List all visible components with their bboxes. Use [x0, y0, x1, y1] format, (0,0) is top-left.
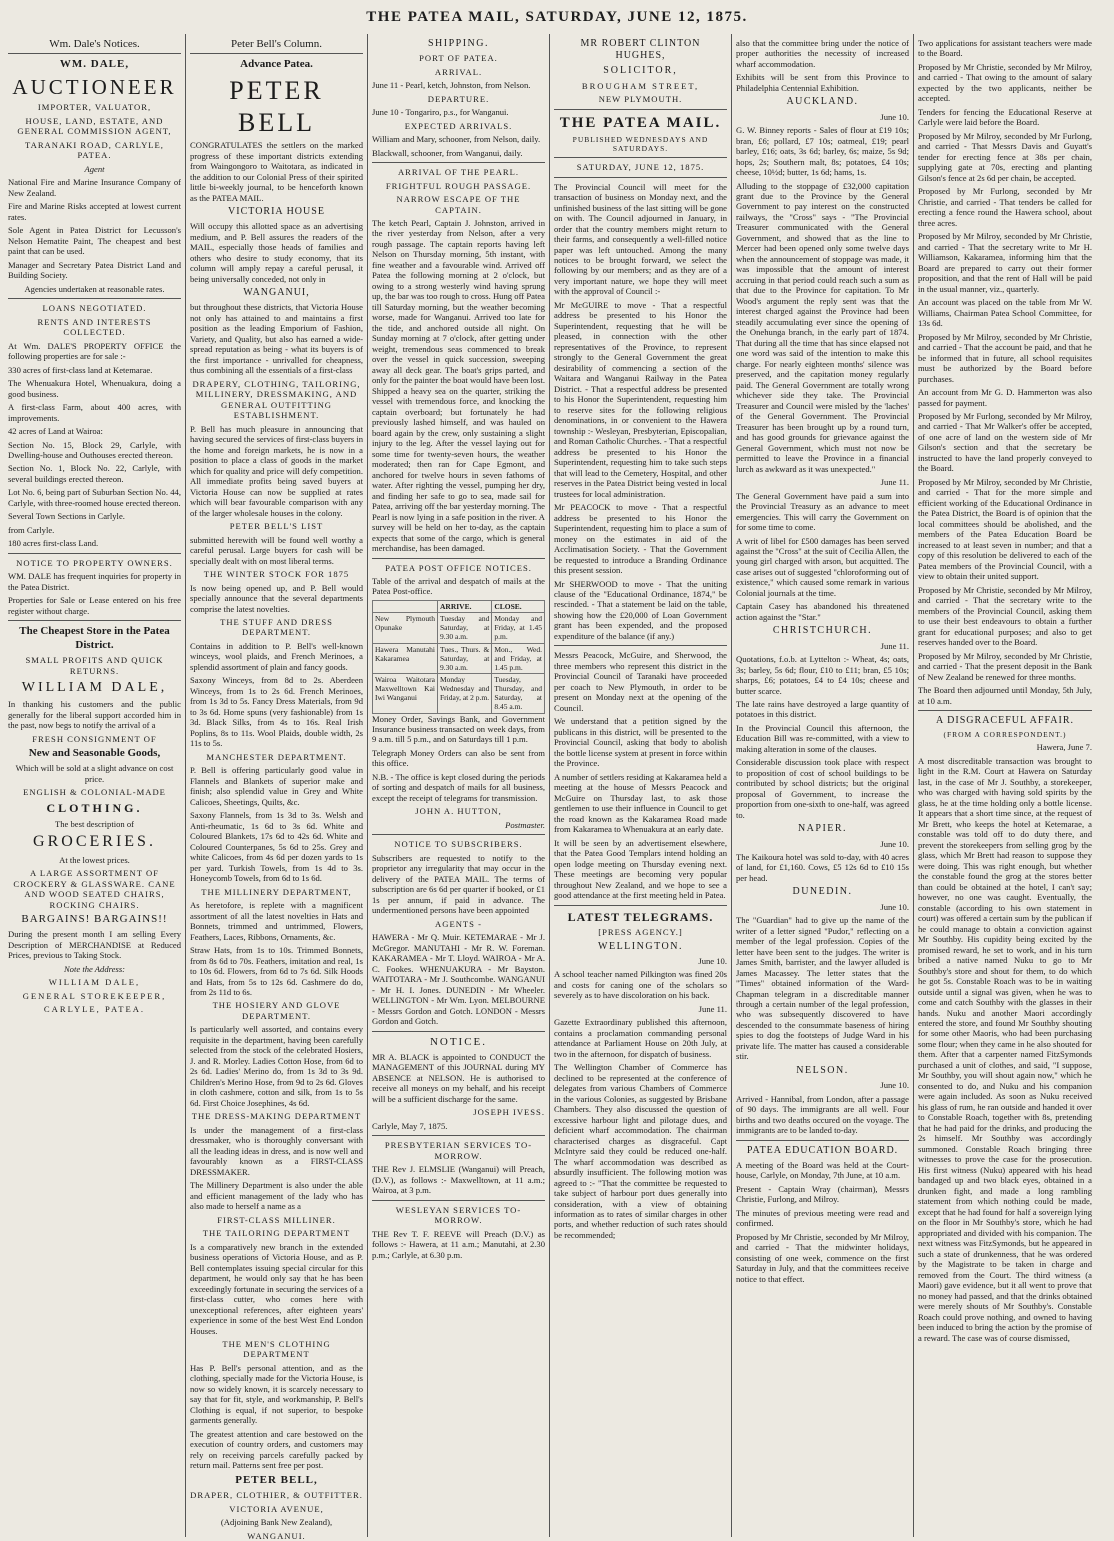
column-peter-bell	[186, 34, 368, 1541]
ad-paragraph: from Carlyle.	[8, 524, 55, 535]
ad-paragraph: National Fire and Marine Insurance Company of New Zealand.	[8, 177, 181, 198]
ad-heading: LOANS NEGOTIATED.	[42, 303, 147, 314]
dateline-date: June 11.	[880, 477, 909, 488]
news-paragraph: Proposed by Mr Milroy, seconded by Mr Christie, and carried - That the account be paid, and that he be informed that in future, all school requisites must be authorized by the Board before purchases.	[918, 331, 1092, 384]
ad-paragraph: The greatest attention and care bestowed on the execution of country orders, and customers may rely on receiving parcels carefully packed by return mail. Patterns sent free per post.	[190, 1428, 363, 1471]
ad-paragraph: 42 acres of Land at Wairoa:	[8, 426, 103, 437]
news-paragraph: Quotations, f.o.b. at Lyttelton :- Wheat, 4s; oats, 3s; barley, 5s 6d; flour, £10 to £11; bran, £5 10s; sharps, £6; potatoes, £4 to £4 10s; cheese and butter scarce.	[736, 654, 909, 696]
ad-signature: PETER BELL,	[235, 1473, 318, 1486]
dateline-date: June 11.	[698, 1003, 727, 1014]
ad-heading: GROCERIES.	[33, 833, 156, 851]
news-paragraph: Money Order, Savings Bank, and Government Insurance business transacted on week days, from 9 a.m. till 5 p.m., and on Saturdays till 1 p.m.	[372, 713, 545, 745]
ad-paragraph: Is under the management of a first-class dressmaker, who is thoroughly conversant with all the leading ideas in dress, and is now well and favourably known as a FIRST-CLASS DRESSMAKER.	[190, 1124, 363, 1177]
ad-paragraph: A first-class Farm, about 400 acres, with improvements.	[8, 402, 181, 423]
divider	[554, 177, 727, 178]
ad-paragraph: CONGRATULATES the settlers on the marked progress of these important districts extending from Waingongoro to Waitotara, as indicated in the addition to our Colonial Press of their spirited little bi-weekly journal, to be henceforth known as the PATEA MAIL.	[190, 140, 363, 203]
dateline-place: CHRISTCHURCH.	[772, 625, 873, 637]
table-row	[373, 643, 545, 673]
news-paragraph: The Provincial Council will meet for the transaction of business on Monday next, and the unfinished business of the last sitting will be gone on with. The Council adjourned in January, in order that the country members might return to their farms, and consequently a well-filled notice paper was left untouched. Among the many notices to be brought forward, we select the following by our members; and as they are of a very important nature, we hope they will meet with the approval of Council :-	[554, 181, 727, 297]
dateline-date: Hawera, June 7.	[1036, 742, 1092, 753]
column-telegrams	[732, 34, 914, 1537]
ad-paragraph: Has P. Bell's personal attention, and as the clothing, specially made for the Victoria House, is now so widely known, it is scarcely necessary to say that for fit, style, and workmanship, P. Bell's Clothing is equal, if not superior, to bespoke garments generally.	[190, 1362, 363, 1426]
notice-date: Carlyle, May 7, 1875.	[372, 1120, 448, 1131]
divider	[372, 1031, 545, 1032]
ad-signature: (Adjoining Bank New Zealand),	[220, 1517, 333, 1528]
ad-name: WILLIAM DALE,	[21, 680, 168, 696]
ad-heading: NOTICE TO PROPERTY OWNERS.	[16, 557, 173, 568]
news-paragraph: Telegraph Money Orders can also be sent from this office.	[372, 747, 545, 769]
table-header: CLOSE.	[492, 600, 545, 612]
news-paragraph: Subscribers are requested to notify to the proprietor any irregularity that may occur in the delivery of the PATEA MAIL. The terms of subscription are 6s 6d per quarter if booked, or £1 1s per annum, if paid in advance. The undermentioned persons have been appointed	[372, 852, 545, 916]
newspaper-columns	[4, 34, 1110, 1541]
news-paragraph: The Board then adjourned until Monday, 5th July, at 10 a.m.	[918, 685, 1092, 706]
section-subheading: [PRESS AGENCY.]	[598, 927, 683, 938]
ad-paragraph: Several Town Sections in Carlyle.	[8, 511, 125, 522]
news-paragraph: G. W. Binney reports - Sales of flour at £19 10s; bran, £6; pollard, £7 10s; oatmeal, £19; pearl barley, £16; oats, 3s 6d; barley, 6s; maize, 5s 9d; hops, 2s; Southern malt, 8s; potatoes, £4 10s; cheese, 10½d; butter, 1s 6d; hams, 1s.	[736, 125, 909, 178]
divider	[554, 157, 727, 158]
dateline-place: DUNEDIN.	[792, 886, 853, 898]
news-paragraph: Mr PEACOCK to move - That a respectful address be presented to his Honor the Superintendent, requesting him to place a sum of money on the estimates in aid of the Acclimatisation Society. - That the Government be requested to introduce a Branding Ordinance this present session.	[554, 502, 727, 576]
ad-heading: THE MILLINERY DEPARTMENT,	[201, 886, 352, 897]
ad-paragraph: Section No. 1, Block No. 22, Carlyle, with several buildings erected thereon.	[8, 463, 181, 484]
ad-paragraph: In thanking his customers and the public generally for the liberal support accorded him in the past, now begs to notify the arrival of a	[8, 699, 181, 731]
news-paragraph: Two applications for assistant teachers were made to the Board.	[918, 38, 1092, 59]
section-heading: SHIPPING.	[427, 38, 489, 49]
news-paragraph: Present - Captain Wray (chairman), Messrs Christie, Furlong, and Milroy.	[736, 1183, 909, 1205]
news-paragraph: William and Mary, schooner, from Nelson, daily.	[372, 134, 541, 145]
divider	[736, 1140, 909, 1141]
column-education-board	[914, 34, 1096, 1537]
section-subheading: ARRIVAL.	[434, 66, 483, 77]
ad-signature: WILLIAM DALE,	[48, 977, 141, 988]
ad-heading: WANGANUI,	[243, 287, 310, 299]
table-cell: Monday Wednesday and Friday, at 2 p.m.	[438, 673, 492, 713]
article-headline: NARROW ESCAPE OF THE CAPTAIN.	[396, 194, 521, 215]
news-paragraph: The General Government have paid a sum into the Provincial Treasury as an advance to meet emergencies. This will carry the Government on for some time to come.	[736, 490, 909, 533]
news-paragraph: June 10 - Tongariro, p.s., for Wanganui.	[372, 107, 509, 118]
ad-heading: THE WINTER STOCK FOR 1875	[203, 569, 350, 580]
ad-heading: MANCHESTER DEPARTMENT.	[206, 751, 347, 762]
ad-paragraph: During the present month I am selling Every Description of MERCHANDISE at Reduced Prices, previous to Taking Stock.	[8, 929, 181, 961]
ad-paragraph: Contains in addition to P. Bell's well-known winceys, wool plaids, and French Merinoes, a splendid assortment of plain and fancy goods.	[190, 640, 363, 672]
section-subheading: PORT OF PATEA.	[419, 53, 498, 64]
news-paragraph: An account from Mr G. D. Hammerton was also passed for payment.	[918, 387, 1092, 408]
news-paragraph: An account was placed on the table from Mr W. Williams, Chairman Patea School Committee, for 13s 6d.	[918, 297, 1092, 329]
news-paragraph: A writ of libel for £500 damages has been served against the "Cross" at the suit of Cecilia Allen, the young girl charged with arson, but acquitted. The case arises out of suggested "chloroforming out of existence," which caused some remark in various Colonial journals at the time.	[736, 535, 909, 598]
news-paragraph: Alluding to the stoppage of £32,000 capitation grant due to the Province by the General Government to pay interest on the constructed railways, the "Cross" says - "The Provincial Treasurer communicated with the General Government, and showed that as the line to Mercer had been opened only some twelve days when the announcement of stoppage was made, it was impossible that the amount of interest accruing in that period could reach such a sum as that due to the Province for capitation. To Mr Wood's argument the reply sent was that the interest charged against the Province had been steadily accumulating ever since the opening of the Onehunga branch, in the early part of 1874. That during all the time that has since elapsed not one word was said of the intention to make this charge. For nearly eighteen months' silence was preserved, and the capitation money regularly paid. The General Government are totally wrong whichever side they take. The Provincial Treasurer and Council were misled by the 'laches' of the General Government. The Provincial Treasurer has been brought up by a round turn, and has good grounds for grievance against the General Government, which must not now be permitted to leave the Province in a financial lurch as awkward as it was unexpected."	[736, 180, 909, 474]
ad-line: Agent	[84, 163, 105, 174]
divider	[372, 162, 545, 163]
news-paragraph: The late rains have destroyed a large quantity of potatoes in this district.	[736, 698, 909, 720]
section-heading: NOTICE TO SUBSCRIBERS.	[394, 839, 523, 850]
ad-heading: DRAPERY, CLOTHING, TAILORING, MILLINERY, DRESSMAKING, AND GENERAL OUTFITTING ESTABLISHMENT.	[192, 378, 361, 421]
ad-line: SMALL PROFITS AND QUICK RETURNS.	[25, 655, 164, 676]
ad-paragraph: 330 acres of first-class land at Ketemarae.	[8, 364, 153, 375]
news-paragraph: Mr SHERWOOD to move - That the uniting clause of the "Educational Ordinance, 1874," be rescinded. - That a statement be laid on the table, showing how the £20,000 of Loan Government grant has been expended, and the proposed expenditure of the balance (if any.)	[554, 578, 727, 641]
divider	[372, 558, 545, 559]
news-paragraph: The Wellington Chamber of Commerce has declined to be represented at the conference of delegates from various Chambers of Commerce in the various Colonies, as suggested by Brisbane Chambers. They also discussed the question of excessive harbour light and pilotage dues, and deficient wharf accommodation. The chairman characterised charges as disgraceful. Capt McIntyre said they could be reduced one-half. The wharf accommodation was described as absurdly insufficient. The following motion was agreed to :- "That the committee be requested to take subject of harbour port dues generally into consideration, with a view of obtaining information as to rates of similar charges in other ports, and whether reduction of such rates should be recommended;	[554, 1062, 727, 1240]
news-paragraph: The Kaikoura hotel was sold to-day, with 40 acres of land, for £1,160. Cows, £5 12s 6d to £10 15s per head.	[736, 851, 909, 883]
news-paragraph: Proposed by Mr Milroy, seconded by Mr Furlong, and carried - That Messrs Davis and Guyatt's tender for erecting fence at 38s per chain, supplying gate at 70s, erecting and planting Gilson's fence at 2s 6d per chain, be accepted.	[918, 130, 1092, 183]
ad-heading: THE HOSIERY AND GLOVE DEPARTMENT.	[212, 1000, 341, 1021]
notice-signature: Postmaster.	[505, 819, 545, 830]
dateline-date: June 10.	[880, 1080, 909, 1091]
ad-line: FRESH CONSIGNMENT OF	[32, 733, 157, 744]
ad-paragraph: but throughout these districts, that Victoria House not only has attained to and maintains a first position as the leading Emporium of Fashion, Variety, and Quality, but also has earned a wide-spread reputation as being - what its buyers is of the first importance - unrivalled for cheapness, thus combining all the essentials of a first-class	[190, 302, 363, 376]
dateline-date: June 10.	[698, 955, 727, 966]
ad-heading: THE STUFF AND DRESS DEPARTMENT.	[220, 617, 333, 638]
ad-paragraph: submitted herewith will be found well worthy a careful perusal. Large buyers for cash will be specially dealt with on most liberal terms.	[190, 534, 363, 566]
ad-paragraph: Agencies undertaken at reasonable rates.	[24, 283, 165, 294]
news-paragraph: Gazette Extraordinary published this afternoon, contains a proclamation commanding personal attendance at Parliament House on 20th July, at two in the afternoon, for dispatch of business.	[554, 1017, 727, 1059]
ad-heading: Advance Patea.	[240, 58, 313, 71]
ad-heading: PETER BELL'S LIST	[229, 521, 324, 532]
paper-title: THE PATEA MAIL.	[559, 114, 722, 131]
ad-paragraph: Properties for Sale or Lease entered on his free register without charge.	[8, 595, 181, 616]
table-cell: Tuesday, Thursday, and Saturday, at 8.45 a.m.	[492, 673, 545, 713]
news-paragraph: Proposed by Mr Milroy, seconded by Mr Christie, and carried - That for the more simple and efficient working of the Educational Ordinance in the Patea District, the Board is of opinion that the local committees should be abolished, and the members of the Patea Education Board be increased to at least seven in number; and that a copy of this resolution be delivered to each of the Patea members of the Provincial Council, with a view to obtain their united support.	[918, 476, 1092, 582]
news-paragraph: Messrs Peacock, McGuire, and Sherwood, the three members who represent this district in the Provincial Council of Taranaki have proceeded per coach to New Plymouth, in order to be present on Monday next at the opening of the Council.	[554, 650, 727, 713]
publication-note: PUBLISHED WEDNESDAYS AND SATURDAYS.	[572, 134, 709, 153]
ad-paragraph: Which will be sold at a slight advance on cost price.	[15, 763, 174, 784]
table-cell: Hawera Manutahi Kakaramea	[373, 643, 438, 673]
divider	[554, 905, 727, 906]
news-paragraph: A number of settlers residing at Kakaramea held a meeting at the house of Messrs Peacock and McGuire on Thursday last, to ask those gentlemen to use their influence in Council to get the road known as the Kakaramea Road made from Kakaramea to Whenuakura at an early date.	[554, 771, 727, 835]
news-paragraph: The ketch Pearl, Captain J. Johnston, arrived in the river yesterday from Nelson, after a very rough passage. The captain reports having left Nelson on Thursday morning, 5th instant, with fine weather and a favourable wind. Arrived off Patea the following morning at 2 o'clock, but owing to a strong westerly wind having sprung up, the bar was too rough to cross. Hung off Patea till Saturday morning, but the weather becoming worse, made for Wanganui. Arrived too late for the tide, and anchored outside all night. On Sunday morning at 7 o'clock, after getting under weight, tremendous seas commenced to break over the vessel in quick succession, sweeping away all deck gear. The boat's grips parted, and only for the painter the boat would have been lost. Shipped a heavy sea on the quarter, striking the vessel with tremendous force, and knocking the captain overboard; but fortunately he had previously lashed himself, and was hauled on board again by the crew, only sustaining a slight injury to the leg. After the vessel laying out for some time for twenty-seven hours, the weather moderated; then ran for Cape Egmont, and anchored for twelve hours in seven fathoms of water. After righting the vessel, pumping her dry, and finding her safe to go to sea, made sail for Patea, arriving off the bar yesterday morning. The Pearl is now lying in a safe position in the river. A survey will be held on her to-day, as the captain expects that some of the cargo, which is general merchandise, has been damaged.	[372, 218, 545, 554]
divider	[372, 1135, 545, 1136]
ad-paragraph: 180 acres first-class Land.	[8, 538, 99, 549]
news-paragraph: A school teacher named Pilkington was fined 20s and costs for caning one of the scholars so severely as to have discoloration on his back.	[554, 969, 727, 1001]
news-paragraph: Proposed by Mr Milroy, seconded by Mr Christie, and carried - That the present deposit in the Bank of New Zealand be renewed for three months.	[918, 650, 1092, 682]
section-subheading: DEPARTURE.	[427, 93, 490, 104]
article-headline: ARRIVAL OF THE PEARL.	[397, 167, 520, 178]
table-cell: Tues., Thurs. & Saturday, at 9.30 a.m.	[438, 643, 492, 673]
column-editorial	[550, 34, 732, 1537]
ad-line: HOUSE, LAND, ESTATE, AND GENERAL COMMISSION AGENT,	[17, 115, 172, 137]
ad-line: At the lowest prices.	[59, 854, 130, 865]
ad-signature: VICTORIA AVENUE,	[229, 1503, 324, 1514]
editorial-date: SATURDAY, JUNE 12, 1875.	[576, 162, 705, 173]
news-paragraph: We understand that a petition signed by the publicans in this district, will be presented to the Provincial Council, asking that body to abolish the bottle license system at present in force within the Province.	[554, 716, 727, 769]
table-cell: New Plymouth Opunake	[373, 613, 438, 643]
news-paragraph: THE Rev T. F. REEVE will Preach (D.V.) as follows :- Hawera, at 11 a.m.; Manutahi, at 2.30 p.m.; Carlyle, at 6.30 p.m.	[372, 1228, 545, 1260]
divider	[8, 553, 181, 554]
news-paragraph: A most discreditable transaction was brought to light in the R.M. Court at Hawera on Saturday last, in the case of Mr J. Southby, a storekeeper, who was charged with having sold spirits by the glass, he at the time holding only a bottle license. It appears that a short time since, at the request of Mr Brett, who keeps the hotel at Ketemarae, a constable was told off to do duty there, and prevent the storekeepers from selling grog by the glass, which Mr Brett had reason to suppose they were doing. This was right enough, but whether the constable found the grog at the stores better than could be obtained at the hotel, I can't say; however, no one was caught. Eventually, the constable (according to his own statement in court) was offered a certain sum by the publican if he could manage to obtain a conviction against Mr Southby. His cupidity being excited by the promised reward, he set to work, and in his turn bribed a native named Nuku to go to Mr Southby's store and shout for them, to do which he got 5s. Constable Roach was to be in waiting outside until a signal was given, when he was to come and catch Southby with the glasses in their hands. Nuku and another Maori accordingly entered the store, and found Mr Southby shouting for some other Maoris, who had been purchasing some flour; when they came in he also shouted for them. After that a carpenter named FitzSymonds purchased a unit of clothes, and said, "I suppose, Mr Southby, you will shout again now," which he consented to do, and Nuku and his companion were again included. As soon as Nuku received his glass of rum, he ran outside and handed it over to Constable Roach, together with 8s, pretending that he had paid for the drinks, and producing the 2s himself. Mr Southby was accordingly summoned. Constable Roach bringing three witnesses to prove the case for the prosecution. His first witness (Nuku) appeared with his head bandaged up and two black eyes, obtained in a drunken fight, and made a long rambling statement from which nothing could be made, except that he had found for half a sovereign lying on the floor in Mr Southby's store, which he had appropriated and divided with his companion. The next witness was FitzSymonds, but he appeared in such a state of drunkenness, that he was ordered by the Magistrate to be taken in charge and removed from the Court. The third witness (a Maori) gave evidence, but it all went to prove that no money had passed, and that the drinks obtained were merely shouts of Mr Southby's. Constable Roach could prove nothing, and owned to having been induced to bring the action by the promise of a reward. The case was of course dismissed,	[918, 755, 1092, 1343]
dateline-place: NELSON.	[796, 1064, 849, 1076]
news-paragraph: The "Guardian" had to give up the name of the writer of a letter signed "Pudor," reflecting on a member of the legal profession. Copies of the letter have been sent to the judges. The writer is James Smith, barrister, and the lawyer alluded is James Macassey. The letter states that the "Times" obtained information of the Ward-Chapman telegram in a discreditable manner through a certain number of the legal profession, who was subsequently discovered to have descended to the consummate baseness of hiring spies to dog the footsteps of Judge Ward in his private life. The matter has caused a considerable stir.	[736, 915, 909, 1062]
news-paragraph: Captain Casey has abandoned his threatened action against the "Star."	[736, 601, 909, 622]
dateline-place: AUCKLAND.	[786, 96, 859, 108]
ad-signature: DRAPER, CLOTHIER, & OUTFITTER.	[190, 1490, 363, 1501]
news-paragraph: June 11 - Pearl, ketch, Johnston, from Nelson.	[372, 80, 531, 91]
divider	[372, 834, 545, 835]
ad-title: PETER BELL	[229, 75, 324, 137]
news-paragraph: Proposed by Mr Furlong, seconded by Mr Christie, and carried - That tenders be called for erecting a fence round the Hawera school, about three acres.	[918, 186, 1092, 228]
dateline-date: June 10.	[880, 901, 909, 912]
dateline-date: June 10.	[880, 838, 909, 849]
ad-heading: THE MEN'S CLOTHING DEPARTMENT	[222, 1339, 331, 1360]
ad-signature: WANGANUI.	[247, 1530, 306, 1541]
news-paragraph: Proposed by Mr Christie, seconded by Mr Milroy, and carried - That owing to the amount of salary expected by the two applicants, neither be accepted.	[918, 61, 1092, 104]
ad-paragraph: Will occupy this allotted space as an advertising medium, and P. Bell assures the readers of the MAIL, especially those heads of families and others who desire to study economy, that its column will amply repay a careful perusal, it being universally conceded, not only in	[190, 221, 363, 284]
news-paragraph: A meeting of the Board was held at the Court-house, Carlyle, on Monday, 7th June, at 10 a.m.	[736, 1159, 909, 1181]
ad-heading: CLOTHING.	[46, 800, 143, 815]
ad-title: AUCTIONEER	[12, 74, 177, 99]
ad-paragraph: P. Bell has much pleasure in announcing that having secured the services of first-class buyers in the home and foreign markets, he is now in a position to place a class of goods in the market which for quality and price will defy competition. All immediate profits being saved buyers at Victoria House can now be supplied at rates which will bear favourable comparison with any of the larger wholesale houses in the colony.	[190, 423, 364, 518]
ad-paragraph: Saxony Winceys, from 8d to 2s. Aberdeen Winceys, from 1s to 2s 6d. French Merinoes, from 1s 3d to 5s. Fancy Dress Materials, from 9d to 3s 6d. Home spuns (very fashionable) from 1s 3d. Black Silks, from 4s to 16s. Real Irish Poplins, 8s to 11s. Wool Plaids, double width, 2s 11s to 5s.	[190, 675, 363, 749]
ad-heading: FIRST-CLASS MILLINER.	[217, 1214, 336, 1225]
column-header: Peter Bell's Column.	[190, 38, 363, 54]
table-header: ARRIVE.	[438, 600, 492, 612]
ad-heading: THE DRESS-MAKING DEPARTMENT	[191, 1111, 362, 1122]
table-cell: Tuesday and Saturday, at 9.30 a.m.	[438, 613, 492, 643]
table-row	[373, 673, 545, 713]
ad-paragraph: At Wm. DALE'S PROPERTY OFFICE the following properties are for sale :-	[8, 340, 181, 362]
ad-heading: New and Seasonable Goods,	[28, 747, 161, 760]
news-paragraph: Blackwall, schooner, from Wanganui, daily.	[372, 147, 523, 158]
notice-signature: JOSEPH IVESS.	[473, 1107, 545, 1118]
dateline-date: June 11.	[880, 640, 909, 651]
news-paragraph: It will be seen by an advertisement elsewhere, that the Patea Good Templars intend holding an open lodge meeting on Thursday evening next. These meetings are becoming very popular throughout New Zealand, and we hope to see a good attendance at the first meeting held in Patea.	[554, 837, 727, 901]
ad-paragraph: Is a comparatively new branch in the extended business operations of Victoria House, and as P. Bell contemplates issuing special circular for this department, he would only say that he has been exceedingly fortunate in securing the services of a first-class cutter, who comes here with unexceptional references, after eighteen years' experience in some of the best West End London Houses.	[190, 1241, 363, 1336]
ad-line: NEW PLYMOUTH.	[598, 94, 683, 105]
ad-paragraph: Saxony Flannels, from 1s 3d to 3s. Welsh and Anti-rheumatic, 1s 6d to 3s 6d. White and Coloured Blankets, 17s 6d to 42s 6d. White and Coloured Counterpanes, 5s 6d to 25s. Grey and white Calicoes, from 4s 6d per dozen yards to 1s per yard. Turkish Towels, from 1s 4d to 3s. Honeycomb Towels, from 6d to 1s 6d.	[190, 810, 363, 884]
ad-heading: MR ROBERT CLINTON HUGHES,	[580, 38, 701, 62]
dateline-place: WELLINGTON.	[598, 940, 683, 952]
news-paragraph: MR A. BLACK is appointed to CONDUCT the MANAGEMENT of this JOURNAL during MY ABSENCE at NELSON. He is authorised to receive all moneys on my behalf, and his receipt will be a sufficient discharge for the same.	[372, 1051, 545, 1104]
ad-heading: The Cheapest Store in the Patea District.	[19, 625, 170, 651]
news-paragraph: The minutes of previous meeting were read and confirmed.	[736, 1207, 909, 1229]
article-headline: FRIGHTFUL ROUGH PASSAGE.	[385, 180, 532, 191]
section-heading: PATEA EDUCATION BOARD.	[746, 1144, 899, 1156]
table-header	[373, 600, 438, 612]
section-heading: PRESBYTERIAN SERVICES TO-MORROW.	[384, 1140, 533, 1161]
article-byline: (FROM A CORRESPONDENT.)	[943, 730, 1067, 740]
ad-heading: THE TAILORING DEPARTMENT	[202, 1228, 351, 1239]
ad-line: The best description of	[55, 818, 134, 829]
ad-line: IMPORTER, VALUATOR,	[37, 102, 152, 113]
news-paragraph: Arrived - Hannibal, from London, after a passage of 90 days. The immigrants are all well. Four births and two deaths occured on the voyage. The immigrants are to be landed to-day.	[736, 1093, 909, 1136]
ad-paragraph: As heretofore, is replete with a magnificent assortment of all the latest novelties in Hats and Bonnets, trimmed and untrimmed, Flowers, Feathers, Laces, Ribbons, Ornaments, &c.	[190, 900, 363, 942]
ad-paragraph: Fire and Marine Risks accepted at lowest current rates.	[8, 201, 181, 222]
divider	[554, 109, 727, 110]
ad-line: A LARGE ASSORTMENT OF CROCKERY & GLASSWARE. CANE AND WOOD SEATED CHAIRS, ROCKING CHAIRS.	[13, 868, 176, 910]
ad-paragraph: Is now being opened up, and P. Bell would specially announce that the several departments comprise the latest novelties.	[190, 582, 363, 614]
section-subheading: AGENTS -	[435, 918, 482, 929]
section-subheading: EXPECTED ARRIVALS.	[404, 120, 513, 131]
dateline-date: June 10.	[880, 111, 909, 122]
notice-signature: JOHN A. HUTTON,	[415, 806, 502, 817]
news-paragraph: Proposed by Mr Christie, seconded by Mr Milroy, and carried - That the midwinter holidays, consisting of one week, commence on the first Saturday in July, and that the committees receive notice to that effect.	[736, 1231, 909, 1284]
mail-schedule-table	[372, 600, 545, 714]
article-headline: A DISGRACEFUL AFFAIR.	[936, 715, 1074, 727]
divider	[8, 298, 181, 299]
ad-line: Note the Address:	[63, 963, 126, 974]
ad-paragraph: P. Bell is offering particularly good value in Flannels and Blankets of superior make and finish; also splendid value in Grey and White Calicoes, Sheetings, Quilts, &c.	[190, 765, 363, 807]
ad-line: ENGLISH & COLONIAL-MADE	[23, 787, 166, 798]
table-row	[373, 613, 545, 643]
news-paragraph: Proposed by Mr Milroy, seconded by Mr Christie, and carried - That the secretary write to Mr H. Williamson, Kakaramea, informing him that the Board are prepared to carry out their former proposition, and that the rent of Hall will be paid in the usual manner, viz., quarterly.	[918, 231, 1092, 294]
ad-paragraph: Straw Hats, from 1s to 10s. Trimmed Bonnets, from 8s 6d to 70s. Feathers, imitation and real, 1s to 10s 6d. Flowers, from 6d to 7s 6d. Silk Hoods and Hats, from 5s to 12s 6d. Cashmere do do, from 2s 11d to 6s.	[190, 945, 363, 997]
ad-signature: CARLYLE, PATEA.	[43, 1004, 146, 1015]
news-paragraph: Proposed by Mr Furlong, seconded by Mr Milroy, and carried - That Mr Walker's offer be accepted, of one acre of land on the western side of Mr Gilson's section and that the secretary be instructed to have the land properly conveyed to the Board.	[918, 410, 1092, 474]
divider	[372, 1200, 545, 1201]
section-heading: WESLEYAN SERVICES TO-MORROW.	[395, 1204, 522, 1226]
ad-address: TARANAKI ROAD, CARLYLE, PATEA.	[25, 139, 164, 161]
masthead: THE PATEA MAIL, SATURDAY, JUNE 12, 1875.	[366, 9, 748, 25]
section-heading: NOTICE.	[429, 1035, 488, 1048]
ad-paragraph: The Millinery Department is also under the able and efficient management of the lady who has also made to herself a name as a	[190, 1180, 363, 1212]
news-paragraph: In the Provincial Council this afternoon, the Education Bill was re-committed, with a view to making alteration in some of the clauses.	[736, 722, 909, 754]
ad-heading: BARGAINS! BARGAINS!!	[21, 912, 168, 925]
ad-paragraph: Is particularly well assorted, and contains every requisite in the department, having been carefully selected from the stock of the celebrated Hosiers, J. and R. Morley. Ladies Cotton Hose, from 6d to 2s 6d. Ladies' Merino do, from 1s 3d to 3s 9d. Children's Merino Hose, from 9d to 2s 6d. Gloves in cloth cashmere, cotton and silk, from 1s to 5s 6d. First Choice Josephines, 4s 6d.	[190, 1024, 363, 1108]
ad-paragraph: WM. DALE has frequent inquiries for property in the Patea District.	[8, 571, 181, 592]
table-cell: Monday and Friday, at 1.45 p.m.	[492, 613, 545, 643]
divider	[918, 710, 1092, 711]
agent-list: HAWERA - Mr Q. Muir. KETEMARAE - Mr J. McGregor. MANUTAHI - Mr R. W. Foreman. KAKARAMEA - Mr T. Lloyd. WAIROA - Mr A. C. Fookes. WHENUAKURA - Mr Bayston. WAITOTARA - Mr J. Southcombe. WANGANUI - Mr H. I. Jones. DUNEDIN - Mr Wheeler. WELLINGTON - Mr Wm. Lyon. MELBOURNE - Messrs Gordon and Gotch. LONDON - Messrs Gordon and Gotch.	[372, 932, 545, 1027]
news-paragraph: Considerable discussion took place with respect to proposition of cost of school buildings to be contributed by school districts; but the original proposal of Government, to increase the proportion from one-sixth to one-half, was agreed to.	[736, 757, 909, 820]
ad-line: BROUGHAM STREET,	[581, 80, 700, 91]
news-paragraph: N.B. - The office is kept closed during the periods of sorting and despatch of mails for all business, except the receipt of telegrams for transmission.	[372, 771, 545, 803]
ad-paragraph: Section No. 15, Block 29, Carlyle, with Dwelling-house and Outhouses erected thereon.	[8, 439, 181, 460]
ad-signature: GENERAL STOREKEEPER,	[22, 990, 167, 1001]
section-heading: LATEST TELEGRAMS.	[567, 909, 714, 924]
news-paragraph: Table of the arrival and despatch of mails at the Patea Post-office.	[372, 575, 545, 597]
news-paragraph: Proposed by Mr Christie, seconded by Mr Milroy, and carried - That the secretary write to the members of the Provincial Council, asking them to use their best endeavours to obtain a further grant for educational purposes; and also to get reserves handed over to the Board.	[918, 584, 1092, 648]
news-paragraph: also that the committee bring under the notice of proper authorities the necessity of increased wharf accommodation.	[736, 38, 909, 69]
column-header: Wm. Dale's Notices.	[8, 38, 181, 54]
ad-paragraph: Lot No. 6, being part of Suburban Section No. 44, Carlyle, with three-roomed house erected thereon.	[8, 487, 181, 508]
dateline-place: NAPIER.	[797, 823, 848, 835]
news-paragraph: Exhibits will be sent from this Province to Philadelphia Centennial Exhibition.	[736, 72, 909, 93]
ad-line: SOLICITOR,	[603, 65, 678, 77]
table-cell: Mon., Wed. and Friday, at 1.45 p.m.	[492, 643, 545, 673]
ad-heading: RENTS AND INTERESTS COLLECTED.	[37, 316, 152, 338]
advertiser-name: WM. DALE,	[59, 58, 130, 71]
ad-heading: VICTORIA HOUSE	[228, 206, 325, 218]
news-paragraph: Tenders for fencing the Educational Reserve at Carlyle were laid before the Board.	[918, 106, 1092, 128]
ad-paragraph: The Whenuakura Hotel, Whenuakura, doing a good business.	[8, 378, 181, 399]
column-shipping	[368, 34, 550, 1537]
table-cell: Wairoa Waitotara Maxwelltown Kai Iwi Wanganui	[373, 673, 438, 713]
divider	[8, 620, 181, 621]
news-paragraph: THE Rev J. ELMSLIE (Wanganui) will Preach, (D.V.), as follows :- Maxwelltown, at 11 a.m.; Wairoa, at 3 p.m.	[372, 1164, 545, 1196]
section-heading: PATEA POST OFFICE NOTICES.	[385, 562, 532, 573]
ad-paragraph: Sole Agent in Patea District for Lecusson's Nelson Hematite Paint, The cheapest and best paint that can be used.	[8, 225, 181, 257]
divider	[554, 645, 727, 646]
news-paragraph: Mr McGUIRE to move - That a respectful address be presented to his Honor the Superintendent, requesting that he will be pleased, in connection with the other representatives of the Province, to represent strongly to the General Government the great desirability of commencing a section of the Waitara and Wanganui Railway in the Patea District. - That a respectful address be presented to his Honor the Superintendent, requesting him to reserve sites for the following religious denominations, in or convenient to the Hawera township :- Wesleyan, Presbyterian, Episcopalian, and Roman Catholic Churches. - That a respectful address be presented to his Honor the Superintendent, requesting him to take such steps that will lead to the Cemetery, Hospital, and other reserves in the Patea District being vested in local trustees for local administration.	[554, 299, 727, 499]
ad-paragraph: Manager and Secretary Patea District Land and Building Society.	[8, 259, 181, 281]
column-dale-notices	[4, 34, 186, 1537]
